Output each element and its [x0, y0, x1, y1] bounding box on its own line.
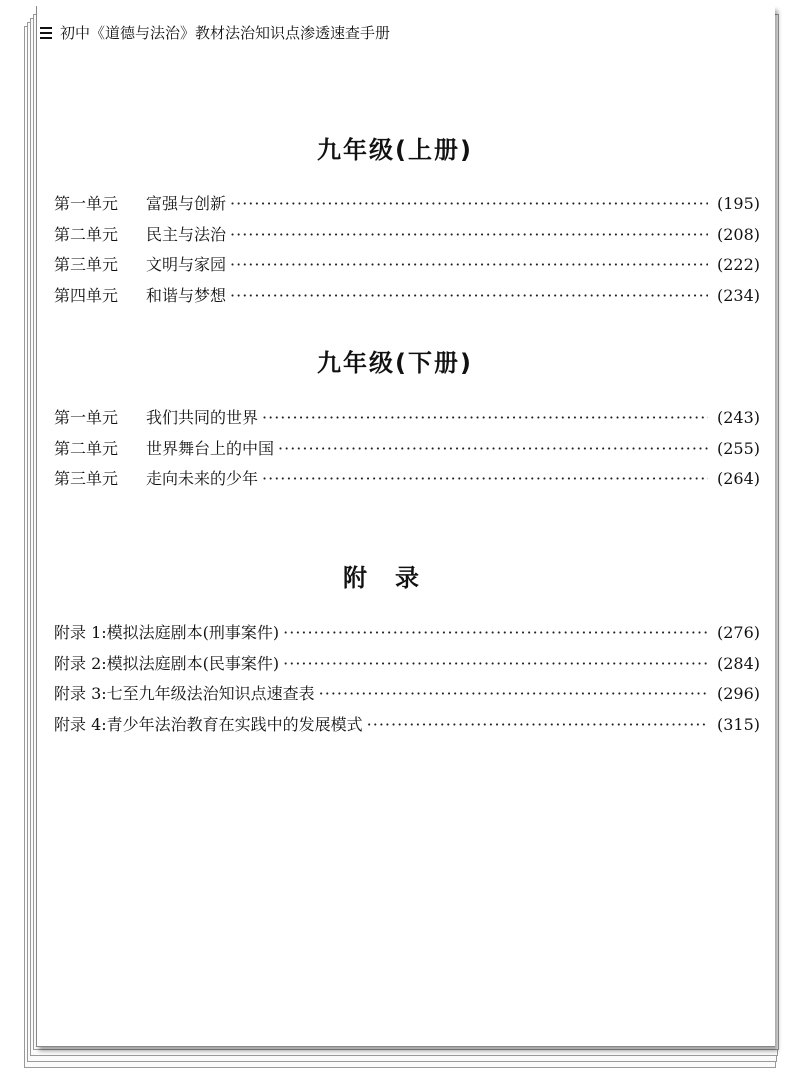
dot-leader	[367, 715, 708, 734]
toc-entry[interactable]	[54, 405, 760, 436]
toc-title: 和谐与梦想	[146, 285, 227, 305]
toc-title: 民主与法治	[146, 224, 227, 244]
toc-title: 走向未来的少年	[146, 469, 259, 488]
toc-page-number: (234)	[716, 285, 760, 305]
dot-leader	[230, 286, 708, 305]
toc-list-grade9-vol1	[54, 191, 760, 313]
dot-leader	[283, 654, 708, 673]
toc-page-number: (315)	[716, 714, 760, 734]
dot-leader	[283, 623, 708, 642]
toc-page-number: (243)	[716, 408, 760, 427]
toc-entry[interactable]	[54, 712, 760, 743]
toc-title: 附录 4:青少年法治教育在实践中的发展模式	[54, 714, 363, 734]
dot-leader	[230, 255, 708, 274]
toc-title: 文明与家园	[146, 255, 227, 274]
toc-entry[interactable]	[54, 222, 760, 253]
toc-unit: 第四单元	[54, 285, 119, 305]
toc-page-number: (284)	[716, 653, 760, 673]
dot-leader	[319, 684, 708, 703]
toc-unit: 第三单元	[54, 255, 119, 274]
running-head-text: 初中《道德与法治》教材法治知识点渗透速查手册	[60, 24, 391, 42]
toc-list-appendix	[54, 620, 760, 742]
toc-entry[interactable]	[54, 436, 760, 467]
toc-entry[interactable]	[54, 283, 760, 314]
toc-page-number: (296)	[716, 684, 760, 703]
toc-title: 世界舞台上的中国	[146, 438, 275, 458]
toc-unit: 第三单元	[54, 469, 119, 488]
toc-title: 我们共同的世界	[146, 408, 259, 427]
toc-unit: 第一单元	[54, 194, 119, 213]
dot-leader	[278, 439, 708, 458]
dot-leader	[230, 225, 708, 244]
dot-leader	[262, 469, 708, 488]
toc-page-number: (222)	[716, 255, 760, 274]
toc-entry[interactable]	[54, 651, 760, 682]
menu-bars-icon	[40, 27, 52, 39]
toc-unit: 第一单元	[54, 408, 119, 427]
toc-unit: 第二单元	[54, 438, 119, 458]
dot-leader	[262, 408, 708, 427]
toc-page-number: (255)	[716, 438, 760, 458]
toc-title: 富强与创新	[146, 194, 227, 213]
toc-entry[interactable]	[54, 252, 760, 283]
section-title-grade9-vol2: 九年级(下册)	[317, 349, 473, 377]
running-head	[40, 22, 390, 43]
toc-page-number: (195)	[716, 194, 760, 213]
toc-title: 附录 2:模拟法庭剧本(民事案件)	[54, 653, 280, 673]
toc-entry[interactable]	[54, 191, 760, 222]
dot-leader	[230, 194, 708, 213]
section-title-appendix: 附录	[343, 564, 447, 592]
toc-page-number: (264)	[716, 469, 760, 488]
toc-list-grade9-vol2	[54, 405, 760, 497]
toc-title: 附录 1:模拟法庭剧本(刑事案件)	[54, 623, 280, 642]
toc-entry[interactable]	[54, 466, 760, 497]
section-title-grade9-vol1: 九年级(上册)	[317, 136, 473, 164]
toc-entry[interactable]	[54, 681, 760, 712]
toc-page-number: (276)	[716, 623, 760, 642]
toc-page-number: (208)	[716, 224, 760, 244]
toc-unit: 第二单元	[54, 224, 119, 244]
toc-title: 附录 3:七至九年级法治知识点速查表	[54, 684, 315, 703]
toc-entry[interactable]	[54, 620, 760, 651]
